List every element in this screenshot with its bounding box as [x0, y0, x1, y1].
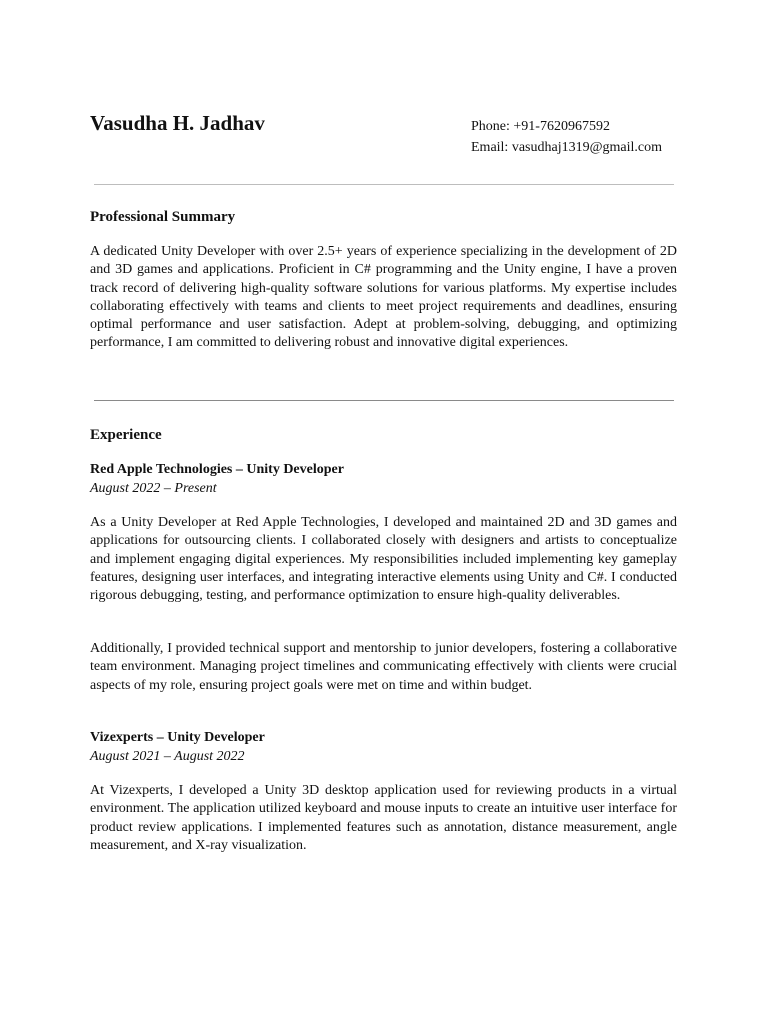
section-divider — [94, 400, 674, 401]
header-divider — [94, 184, 674, 185]
email-line: Email: vasudhaj1319@gmail.com — [471, 140, 662, 155]
job-description-paragraph: At Vizexperts, I developed a Unity 3D desktop application used for reviewing products in a virtual environment. The application utilized keyboard and mouse inputs to create an intuitive user interface for product review applications. I implemented features such as annotation, distance measurement, angle measurement, and X-ray visualization. — [90, 783, 677, 853]
summary-paragraph: A dedicated Unity Developer with over 2.5+ years of experience specializing in the development of 2D and 3D games and applications. Proficient in C# programming and the Unity engine, I have a proven track record of delivering high-quality software solutions for various platforms. My expertise includes collaborating effectively with teams and clients to meet project requirements and deadlines, ensuring optimal performance and user satisfaction. Adept at problem-solving, debugging, and optimizing performance, I am committed to delivering robust and innovative digital experiences. — [90, 244, 677, 351]
job-heading: Vizexperts – Unity Developer — [90, 730, 265, 745]
job-dates: August 2022 – Present — [90, 481, 217, 496]
contact-block — [471, 116, 662, 158]
job-description-paragraph: Additionally, I provided technical support and mentorship to junior developers, fostering a collaborative team environment. Managing project timelines and communicating effectively with clients were crucial aspects of my role, ensuring project goals were met on time and within budget. — [90, 641, 677, 693]
job-heading: Red Apple Technologies – Unity Developer — [90, 462, 344, 477]
candidate-name: Vasudha H. Jadhav — [90, 111, 265, 135]
phone-line: Phone: +91-7620967592 — [471, 119, 610, 134]
job-dates: August 2021 – August 2022 — [90, 749, 245, 764]
summary-heading: Professional Summary — [90, 209, 236, 225]
experience-heading: Experience — [90, 427, 162, 443]
job-description-paragraph: As a Unity Developer at Red Apple Technologies, I developed and maintained 2D and 3D games and applications for outsourcing clients. I collaborated closely with designers and artists to conceptualize and implement engaging digital experiences. My responsibilities included implementing key gameplay features, designing user interfaces, and integrating interactive elements using Unity and C#. I conducted rigorous debugging, testing, and performance optimization to ensure high-quality deliverables. — [90, 515, 677, 604]
